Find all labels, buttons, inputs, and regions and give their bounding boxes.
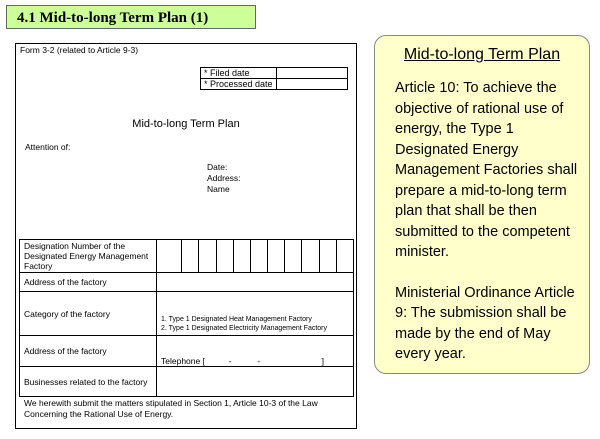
filed-date-label: * Filed date: [201, 68, 277, 79]
telephone-field[interactable]: Telephone [ - - ]: [157, 336, 354, 367]
form-reference: Form 3-2 (related to Article 9-3): [20, 45, 139, 55]
submission-statement: We herewith submit the matters stipulated in Section 1, Article 10-3 of the Law Concerning the Rational Use of Energy.: [24, 398, 318, 419]
processed-date-field[interactable]: [276, 79, 347, 90]
date-label: Date:: [207, 162, 228, 172]
category-option-heat[interactable]: 1. Type 1 Designated Heat Management Factory: [161, 316, 312, 323]
form-title: Mid-to-long Term Plan: [132, 118, 240, 130]
factory-category-options[interactable]: [157, 292, 354, 336]
office-use-dates: [200, 67, 348, 90]
factory-info-table: [19, 239, 354, 397]
note-title: Mid-to-long Term Plan: [403, 46, 561, 63]
businesses-label: Businesses related to the factory: [20, 367, 157, 397]
designation-number-label: Designation Number of the Designated Energy Management Factory: [20, 240, 157, 273]
form-document: [15, 43, 357, 429]
designation-number-field[interactable]: [157, 240, 354, 273]
factory-address-label: Address of the factory: [20, 273, 157, 292]
section-title: 4.1 Mid-to-long Term Plan (1): [6, 5, 256, 29]
processed-date-label: * Processed date: [201, 79, 277, 90]
name-label: Name: [207, 184, 230, 194]
attention-label: Attention of:: [25, 142, 71, 152]
filed-date-field[interactable]: [276, 68, 347, 79]
explanation-note: [374, 35, 590, 374]
ordinance-text: Ministerial Ordinance Article 9: The submission shall be made by the end of May every year.: [395, 284, 575, 362]
address-label: Address:: [207, 173, 241, 183]
factory-address-field[interactable]: [157, 273, 354, 292]
article-10-text: Article 10: To achieve the objective of rational use of energy, the Type 1 Designated Energy Management Factories shall prepare a mid-to-long term plan that shall be then submitted to the competent minister.: [395, 80, 578, 260]
category-option-electricity[interactable]: 2. Type 1 Designated Electricity Management Factory: [161, 325, 328, 332]
businesses-field[interactable]: [157, 367, 354, 397]
factory-address-label-2: Address of the factory: [20, 336, 157, 367]
factory-category-label: Category of the factory: [20, 292, 157, 336]
